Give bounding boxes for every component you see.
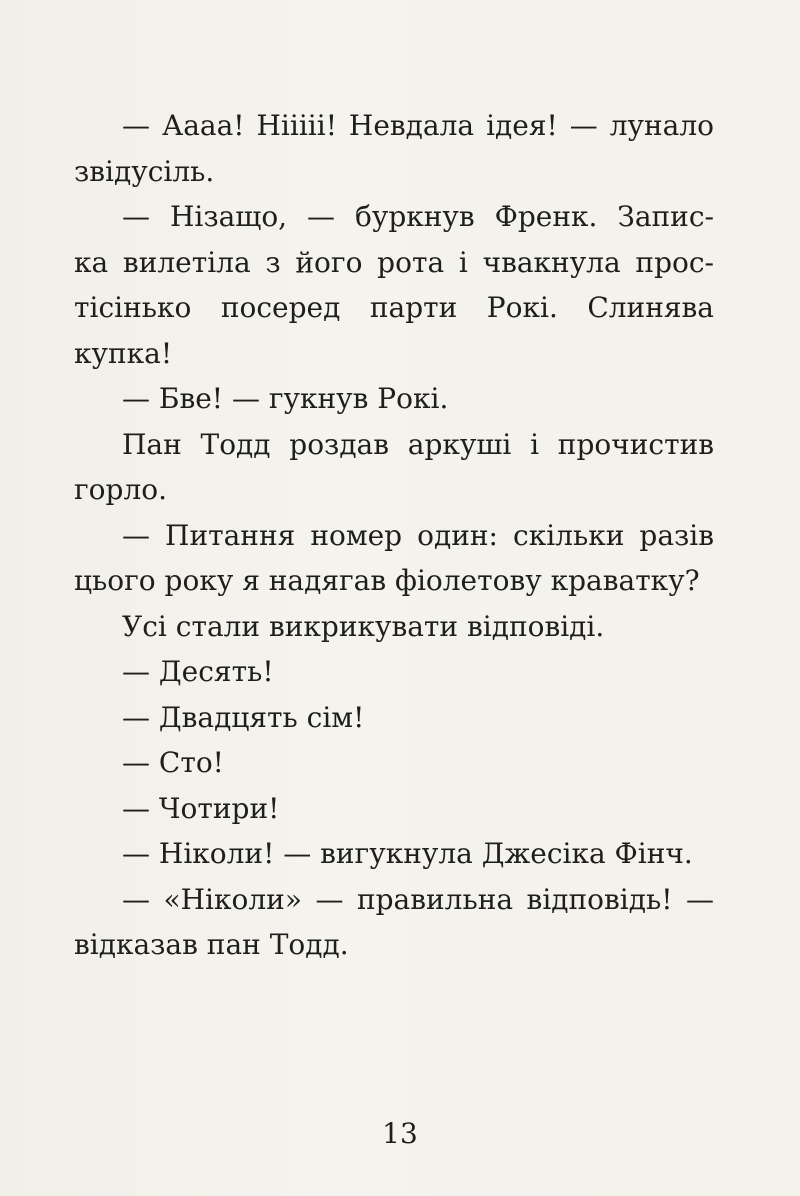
text-line: — Бве! — гукнув Рокі. — [122, 382, 449, 415]
paragraph — [74, 877, 714, 968]
text-line: — Питання номер один: скільки разів — [122, 518, 714, 552]
text-line: — Двадцять сім! — [122, 700, 365, 734]
page-number: 13 — [382, 1117, 418, 1150]
paragraph — [74, 376, 714, 422]
text-line: — Сто! — [122, 746, 224, 779]
paragraph — [74, 831, 714, 877]
text-line: ка вилетіла з його рота і чвакнула прос- — [74, 245, 714, 279]
text-line: — «Ніколи» — правильна відповідь! — — [122, 882, 714, 916]
text-line: відказав пан Тодд. — [74, 928, 349, 961]
paragraph — [74, 103, 714, 194]
paragraph — [74, 513, 714, 604]
paragraph — [74, 695, 714, 741]
paragraph — [74, 194, 714, 376]
text-line: Усі стали викрикувати відповіді. — [122, 609, 605, 643]
text-line: горло. — [74, 473, 167, 506]
text-line: тісінько посеред парти Рокі. Слинява — [74, 291, 714, 324]
text-line: звідусіль. — [74, 154, 215, 188]
text-line: Пан Тодд роздав аркуші і прочистив — [122, 427, 714, 461]
paragraph — [74, 422, 714, 513]
text-line: — Нізащо, — буркнув Френк. Запис- — [122, 200, 714, 233]
text-line: — Десять! — [122, 655, 274, 688]
text-line: цього року я надягав фіолетову краватку? — [74, 564, 700, 597]
paragraph — [74, 604, 714, 650]
text-line: — Чотири! — [122, 791, 280, 825]
paragraph — [74, 786, 714, 832]
paragraph — [74, 740, 714, 786]
page-text — [74, 103, 714, 968]
text-line: — Аааа! Нііііі! Невдала ідея! — лунало — [122, 109, 714, 142]
text-line: купка! — [74, 336, 173, 370]
paragraph — [74, 649, 714, 695]
text-line: — Ніколи! — вигукнула Джесіка Фінч. — [122, 837, 693, 870]
